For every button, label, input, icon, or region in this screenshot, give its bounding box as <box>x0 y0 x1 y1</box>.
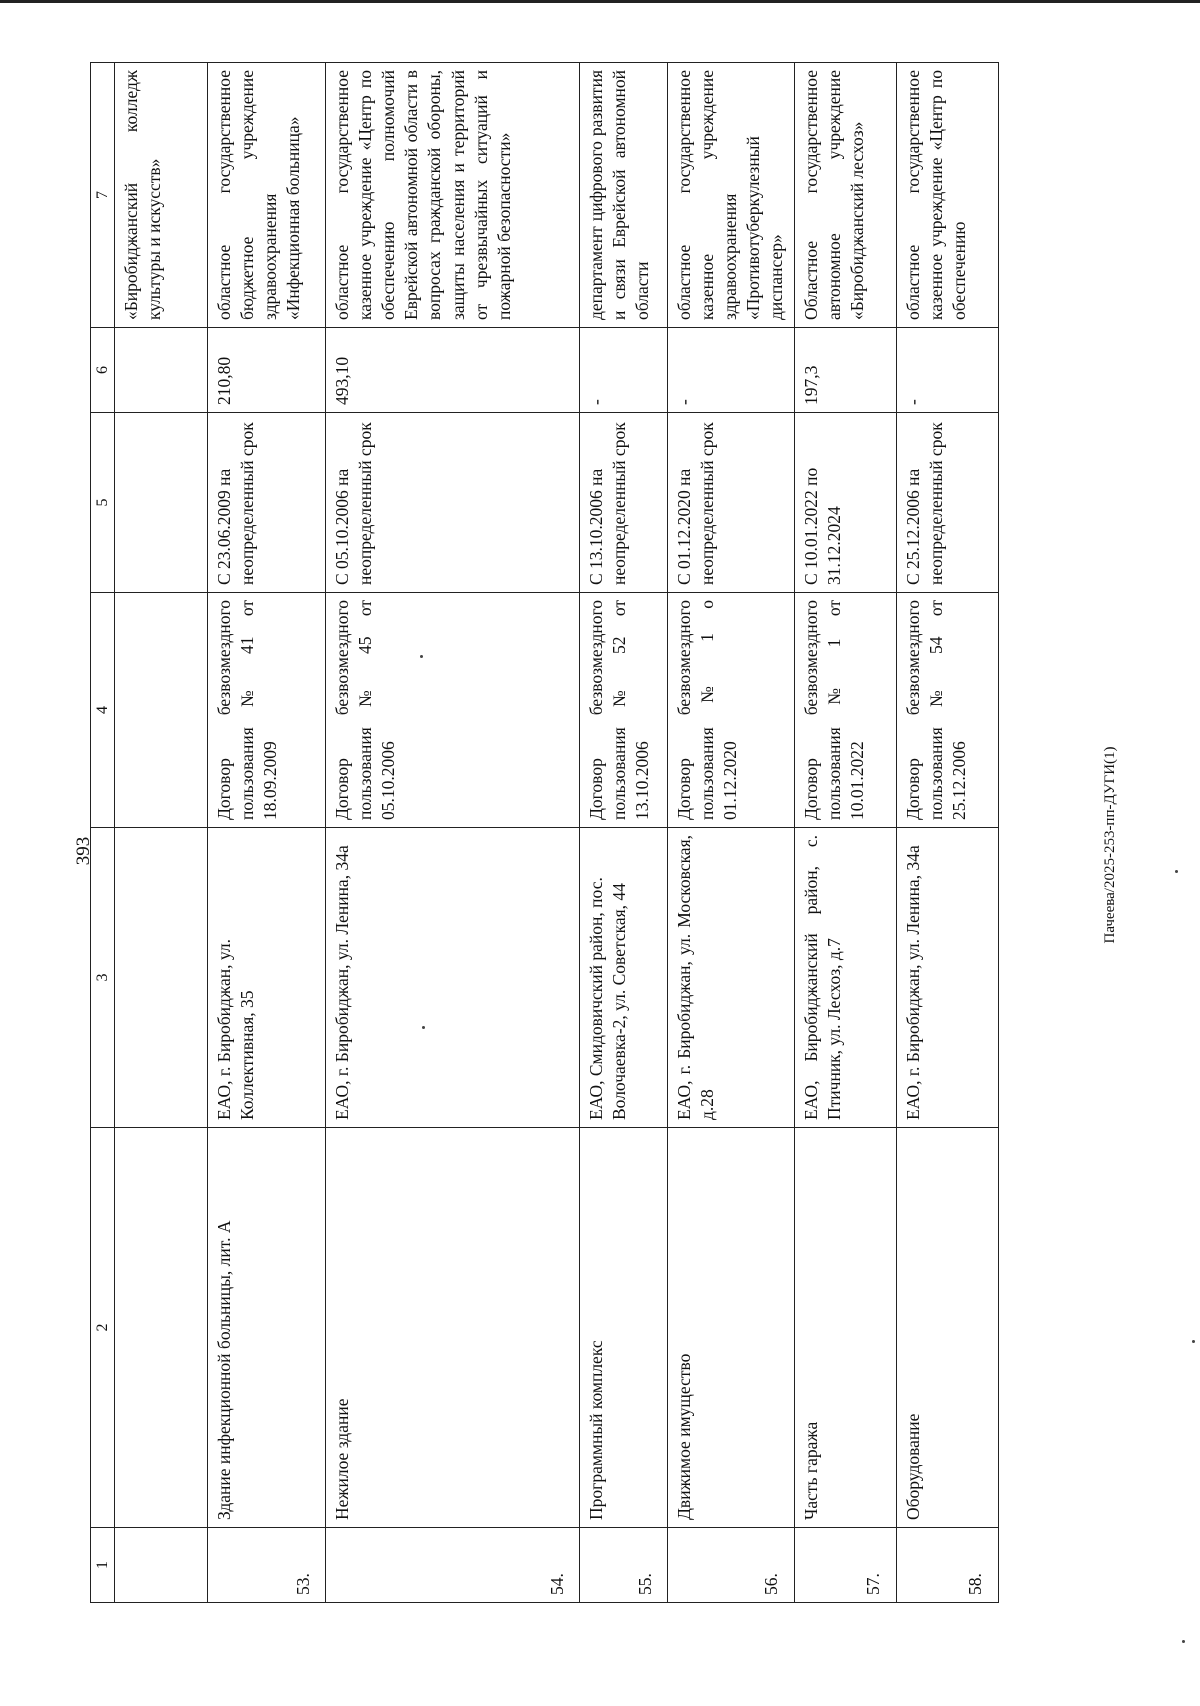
column-header-2: 2 <box>91 1128 115 1528</box>
cell-holder: областное государственное казенное учреждение «Центр по обеспечению <box>896 63 998 328</box>
column-header-6: 6 <box>91 328 115 413</box>
header-row <box>91 63 115 1603</box>
cell-area: 197,3 <box>794 328 896 413</box>
cell-term: С 23.06.2009 на неопределенный срок <box>208 413 326 593</box>
cell-empty <box>115 413 208 593</box>
scan-speck <box>1182 1640 1185 1643</box>
document-footer-code: Пачеева/2025-253-пп-ДУГИ(1) <box>1102 746 1118 944</box>
page-number: 393 <box>73 836 94 866</box>
column-header-5: 5 <box>91 413 115 593</box>
cell-address: ЕАО, Биробиджанский район, с. Птичник, ул. Лесхоз, д.7 <box>794 828 896 1128</box>
cell-address: ЕАО, г. Биробиджан, ул. Ленина, 34а <box>896 828 998 1128</box>
table-row <box>668 63 794 1603</box>
cell-document: Договор безвозмездного пользования № 52 от 13.10.2006 <box>580 593 668 828</box>
cell-address: ЕАО, г. Биробиджан, ул. Ленина, 34а <box>326 828 580 1128</box>
cell-address: ЕАО, Смидовичский район, пос. Волочаевка-2, ул. Советская, 44 <box>580 828 668 1128</box>
column-header-1: 1 <box>91 1528 115 1603</box>
cell-name: Нежилое здание <box>326 1128 580 1528</box>
column-header-7: 7 <box>91 63 115 328</box>
cell-holder: «Биробиджанский колледж культуры и искусств» <box>115 63 208 328</box>
cell-document: Договор безвозмездного пользования № 1 о 01.12.2020 <box>668 593 794 828</box>
scan-speck <box>420 655 423 658</box>
table-row <box>208 63 326 1603</box>
scan-speck <box>422 1026 425 1029</box>
cell-holder: Областное государственное автономное учреждение «Биробиджанский лесхоз» <box>794 63 896 328</box>
cell-holder: областное государственное казенное учреждение «Центр по обеспечению полномочий Еврейской автономной области в вопросах гражданской обороны, защиты населения и территорий от чрезвычайных ситуаций и пожарной безопасности» <box>326 63 580 328</box>
cell-area: 493,10 <box>326 328 580 413</box>
cell-number: 54. <box>326 1528 580 1603</box>
column-header-4: 4 <box>91 593 115 828</box>
cell-term: С 13.10.2006 на неопределенный срок <box>580 413 668 593</box>
cell-name: Программный комплекс <box>580 1128 668 1528</box>
cell-area: - <box>896 328 998 413</box>
column-header-3: 3 <box>91 828 115 1128</box>
cell-document: Договор безвозмездного пользования № 45 от 05.10.2006 <box>326 593 580 828</box>
property-table <box>90 62 999 1603</box>
cell-address: ЕАО, г. Биробиджан, ул. Московская, д.28 <box>668 828 794 1128</box>
cell-name: Движимое имущество <box>668 1128 794 1528</box>
cell-empty <box>115 1128 208 1528</box>
table-row <box>794 63 896 1603</box>
cell-document: Договор безвозмездного пользования № 54 от 25.12.2006 <box>896 593 998 828</box>
scan-speck <box>1192 1340 1195 1343</box>
rotated-page-content <box>90 63 1060 1603</box>
table-row <box>580 63 668 1603</box>
cell-number: 53. <box>208 1528 326 1603</box>
cell-empty <box>115 328 208 413</box>
cell-number: 56. <box>668 1528 794 1603</box>
cell-document: Договор безвозмездного пользования № 41 от 18.09.2009 <box>208 593 326 828</box>
cell-number: 57. <box>794 1528 896 1603</box>
table-row <box>896 63 998 1603</box>
cell-term: С 05.10.2006 на неопределенный срок <box>326 413 580 593</box>
cell-area: - <box>668 328 794 413</box>
cell-term: С 25.12.2006 на неопределенный срок <box>896 413 998 593</box>
cell-area: 210,80 <box>208 328 326 413</box>
cell-name: Здание инфекционной больницы, лит. А <box>208 1128 326 1528</box>
cell-empty <box>115 593 208 828</box>
cell-empty <box>115 1528 208 1603</box>
cell-address: ЕАО, г. Биробиджан, ул. Коллективная, 35 <box>208 828 326 1128</box>
cell-term: С 01.12.2020 на неопределенный срок <box>668 413 794 593</box>
cell-name: Оборудование <box>896 1128 998 1528</box>
cell-name: Часть гаража <box>794 1128 896 1528</box>
cell-number: 58. <box>896 1528 998 1603</box>
cell-area: - <box>580 328 668 413</box>
cell-holder: департамент цифрового развития и связи Еврейской автономной области <box>580 63 668 328</box>
scan-speck <box>1175 870 1178 873</box>
table-row-continuation <box>115 63 208 1603</box>
cell-empty <box>115 828 208 1128</box>
cell-number: 55. <box>580 1528 668 1603</box>
top-border-line <box>0 0 1200 3</box>
cell-holder: областное государственное казенное учреждение здравоохранения «Противотуберкулезный диспансер» <box>668 63 794 328</box>
table-row <box>326 63 580 1603</box>
cell-document: Договор безвозмездного пользования № 1 от 10.01.2022 <box>794 593 896 828</box>
cell-term: С 10.01.2022 по 31.12.2024 <box>794 413 896 593</box>
cell-holder: областное государственное бюджетное учреждение здравоохранения «Инфекционная больница» <box>208 63 326 328</box>
